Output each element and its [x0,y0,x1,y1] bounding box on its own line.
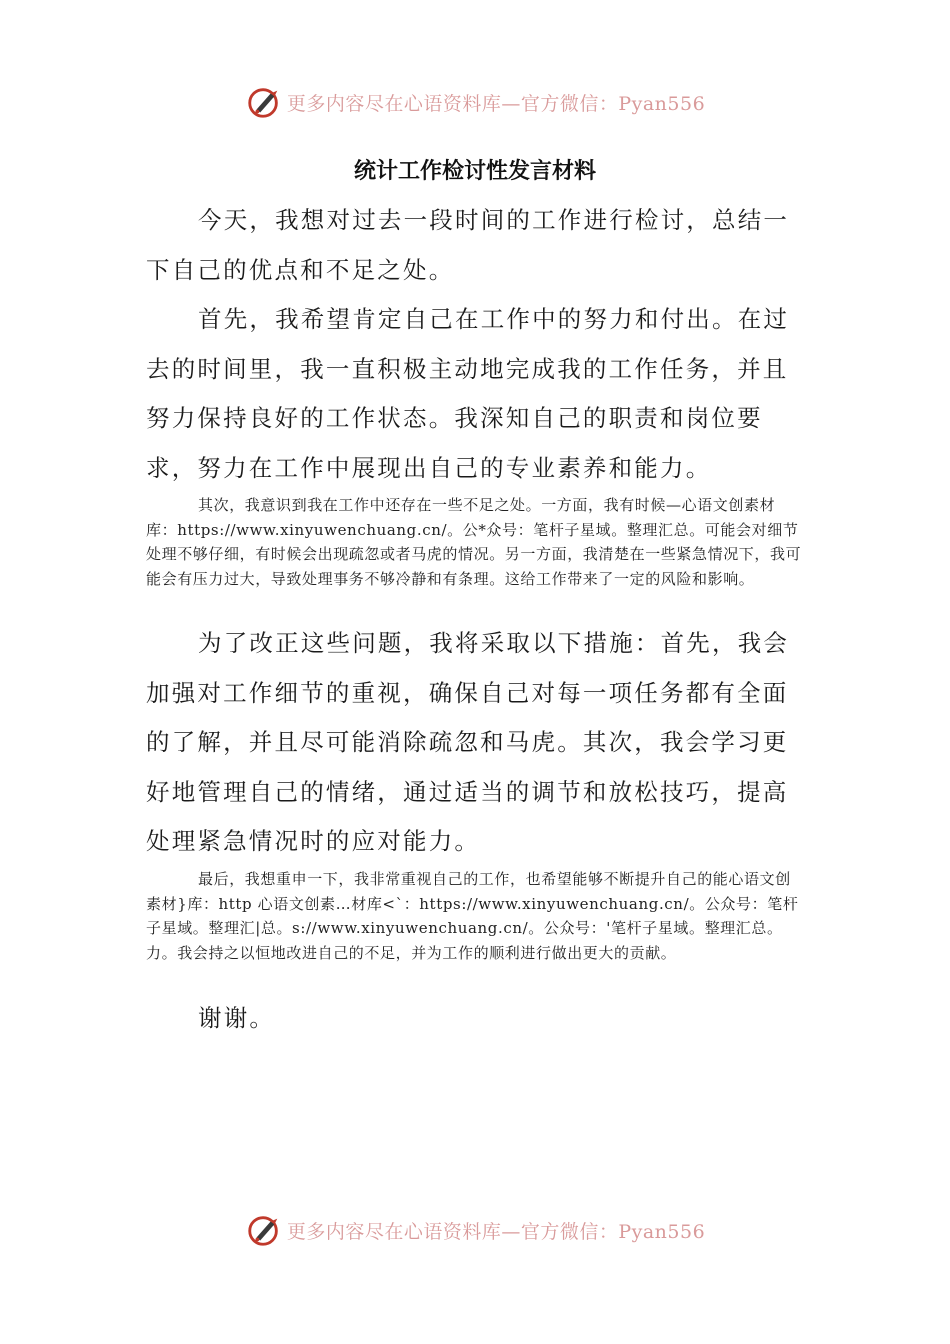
banner-text: 更多内容尽在心语资料库—官方微信：Pyan556 [286,1220,706,1243]
footer-banner [0,1210,950,1250]
document-title: 统计工作检讨性发言材料 [353,158,596,184]
paragraph-thanks: 谢谢。 [198,1004,276,1032]
pen-circle-logo-icon [245,83,283,121]
pen-circle-logo-icon [245,1211,283,1249]
banner-text: 更多内容尽在心语资料库—官方微信：Pyan556 [286,92,706,115]
paragraph-conclusion: 最后，我想重申一下，我非常重视自己的工作，也希望能够不断提升自己的能心语文创素材}库：http 心语文创素…材库<`：https://www.xinyuwenchuang.cn/。公众号：笔杆子星域。整理汇|总。s://www.xinyuwenchuang.cn/。公众号：'笔杆子星域。整理汇总。力。我会持之以恒地改进自己的不足，并为工作的顺利进行做出更大的贡献。 [146,870,799,962]
paragraph-strengths: 首先，我希望肯定自己在工作中的努力和付出。在过去的时间里，我一直积极主动地完成我的工作任务，并且努力保持良好的工作状态。我深知自己的职责和岗位要求，努力在工作中展现出自己的专业素养和能力。 [146,305,790,482]
header-banner [0,82,950,122]
paragraph-intro: 今天，我想对过去一段时间的工作进行检讨，总结一下自己的优点和不足之处。 [146,206,790,284]
paragraph-weaknesses: 其次，我意识到我在工作中还存在一些不足之处。一方面，我有时候—心语文创素材库：https://www.xinyuwenchuang.cn/。公*众号：笔杆子星域。整理汇总。可能会对细节处理不够仔细，有时候会出现疏忽或者马虎的情况。另一方面，我清楚在一些紧急情况下，我可能会有压力过大，导致处理事务不够冷静和有条理。这给工作带来了一定的风险和影响。 [146,496,802,588]
paragraph-measures: 为了改正这些问题，我将采取以下措施：首先，我会加强对工作细节的重视，确保自己对每一项任务都有全面的了解，并且尽可能消除疏忽和马虎。其次，我会学习更好地管理自己的情绪，通过适当的调节和放松技巧，提高处理紧急情况时的应对能力。 [146,629,790,855]
